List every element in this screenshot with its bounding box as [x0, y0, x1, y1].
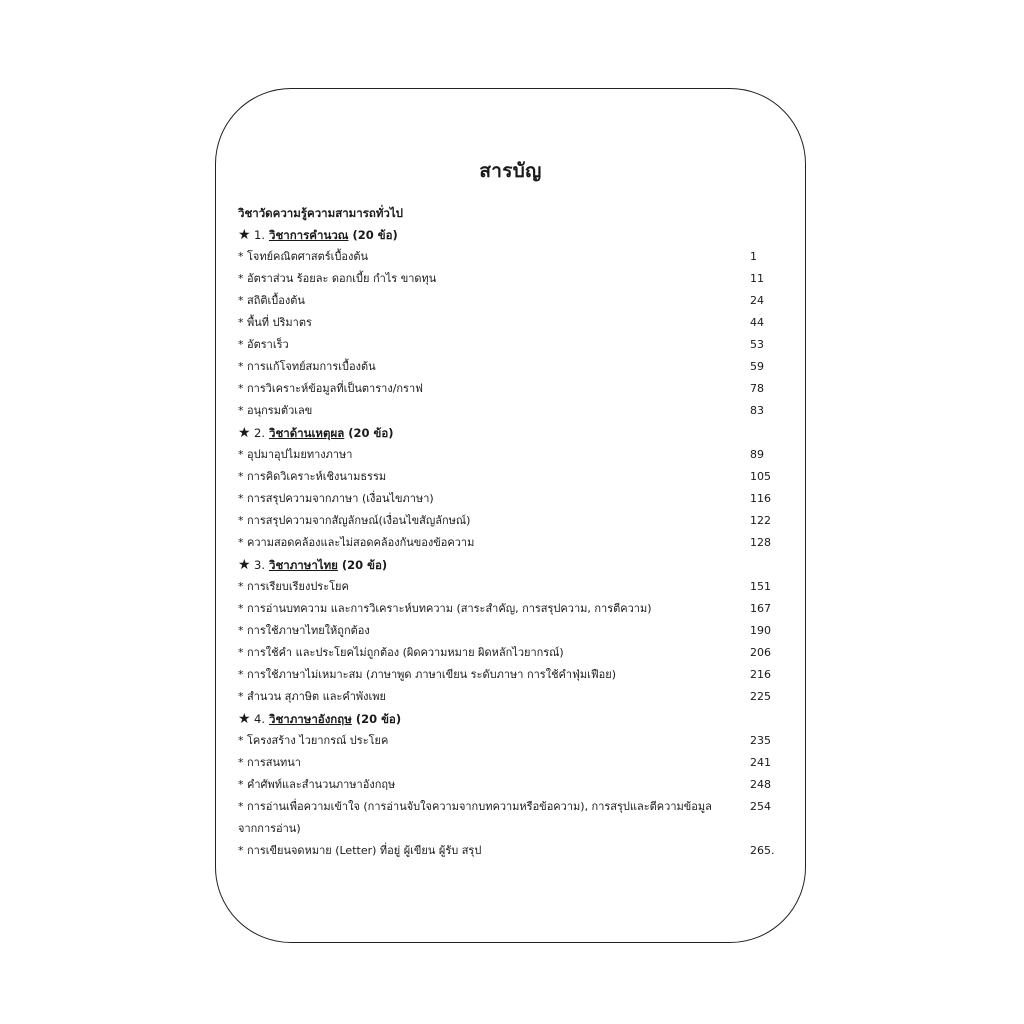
page-title: สารบัญ [479, 160, 542, 182]
topic-label: * ความสอดคล้องและไม่สอดคล้องกันของข้อความ [238, 536, 475, 549]
list-item [238, 466, 783, 488]
list-item [238, 664, 783, 686]
page-number: 24 [750, 294, 764, 307]
page-number: 116 [750, 492, 771, 505]
category-number: 3. [254, 558, 265, 572]
topic-label: * โจทย์คณิตศาสตร์เบื้องต้น [238, 250, 369, 263]
category-number: 1. [254, 228, 265, 242]
topic-label: * การใช้ภาษาไม่เหมาะสม (ภาษาพูด ภาษาเขียน ระดับภาษา การใช้คำฟุ่มเฟือย) [238, 668, 617, 681]
topic-label: * การแก้โจทย์สมการเบื้องต้น [238, 360, 376, 373]
category-name: วิชาด้านเหตุผล [268, 426, 345, 440]
page-number: 83 [750, 404, 764, 417]
topic-label: * การใช้คำ และประโยคไม่ถูกต้อง (ผิดความหมาย ผิดหลักไวยากรณ์) [238, 646, 564, 659]
table-of-contents [238, 202, 783, 862]
page-number: 59 [750, 360, 764, 373]
list-item [238, 598, 783, 620]
topic-label: * การสนทนา [238, 756, 301, 769]
topic-label: * การคิดวิเคราะห์เชิงนามธรรม [238, 470, 387, 483]
page-number: 128 [750, 536, 771, 549]
list-item [238, 290, 783, 312]
page-number: 11 [750, 272, 764, 285]
list-item [238, 752, 783, 774]
topic-label: * คำศัพท์และสำนวนภาษาอังกฤษ [238, 778, 396, 791]
list-item [238, 268, 783, 290]
topic-label: * การอ่านบทความ และการวิเคราะห์บทความ (สาระสำคัญ, การสรุปความ, การตีความ) [238, 602, 652, 615]
star-icon: ★ [238, 425, 251, 441]
category-heading [238, 422, 783, 444]
topic-label: * อัตราส่วน ร้อยละ ดอกเบี้ย กำไร ขาดทุน [238, 272, 437, 285]
page-number: 167 [750, 602, 771, 615]
category-heading [238, 554, 783, 576]
topic-label: * อัตราเร็ว [238, 338, 289, 351]
topic-label: * สถิติเบื้องต้น [238, 294, 305, 307]
topic-label: * การเรียบเรียงประโยค [238, 580, 349, 593]
topic-label: * พื้นที่ ปริมาตร [238, 316, 312, 329]
star-icon: ★ [238, 711, 251, 727]
category-number: 2. [254, 426, 265, 440]
page-number: 248 [750, 778, 771, 791]
list-item [238, 796, 783, 840]
topic-label: * สำนวน สุภาษิต และคำพังเพย [238, 690, 386, 703]
list-item [238, 774, 783, 796]
list-item [238, 246, 783, 268]
list-item [238, 400, 783, 422]
category-count: (20 ข้อ) [352, 228, 398, 242]
list-item [238, 334, 783, 356]
page-number: 216 [750, 668, 771, 681]
page-number: 254 [750, 800, 771, 813]
topic-label: * การวิเคราะห์ข้อมูลที่เป็นตาราง/กราฟ [238, 382, 423, 395]
page-number: 1 [750, 250, 757, 263]
list-item [238, 488, 783, 510]
page-number: 190 [750, 624, 771, 637]
topic-label: * การสรุปความจากสัญลักษณ์(เงื่อนไขสัญลักษณ์) [238, 514, 471, 527]
category-heading [238, 224, 783, 246]
list-item [238, 444, 783, 466]
category-name: วิชาภาษาอังกฤษ [268, 712, 352, 726]
category-heading [238, 708, 783, 730]
list-item [238, 576, 783, 598]
section-heading: วิชาวัดความรู้ความสามารถทั่วไป [238, 206, 403, 220]
topic-label: * อนุกรมตัวเลข [238, 404, 313, 417]
star-icon: ★ [238, 557, 251, 573]
list-item [238, 686, 783, 708]
list-item [238, 378, 783, 400]
page-number: 78 [750, 382, 764, 395]
category-number: 4. [254, 712, 265, 726]
topic-label: * การใช้ภาษาไทยให้ถูกต้อง [238, 624, 370, 637]
list-item [238, 510, 783, 532]
topic-label: * อุปมาอุปไมยทางภาษา [238, 448, 353, 461]
list-item [238, 642, 783, 664]
list-item [238, 356, 783, 378]
topic-label: * โครงสร้าง ไวยากรณ์ ประโยค [238, 734, 389, 747]
list-item [238, 532, 783, 554]
page-number: 105 [750, 470, 771, 483]
page-number: 89 [750, 448, 764, 461]
page-number: 53 [750, 338, 764, 351]
list-item [238, 312, 783, 334]
category-count: (20 ข้อ) [348, 426, 394, 440]
page-number: 235 [750, 734, 771, 747]
category-name: วิชาภาษาไทย [268, 558, 338, 572]
page-number: 151 [750, 580, 771, 593]
page-number: 206 [750, 646, 771, 659]
list-item [238, 840, 783, 862]
page-number: 44 [750, 316, 764, 329]
star-icon: ★ [238, 227, 251, 243]
page-frame [215, 88, 806, 943]
topic-label: * การเขียนจดหมาย (Letter) ที่อยู่ ผู้เขียน ผู้รับ สรุป [238, 844, 482, 857]
category-name: วิชาการคำนวณ [268, 228, 349, 242]
page-number: 225 [750, 690, 771, 703]
list-item [238, 730, 783, 752]
page-number: 265. [750, 844, 775, 857]
page-number: 241 [750, 756, 771, 769]
topic-label: * การอ่านเพื่อความเข้าใจ (การอ่านจับใจความจากบทความหรือข้อความ), การสรุปและตีความข้อมูลจากการอ่าน) [238, 800, 712, 835]
topic-label: * การสรุปความจากภาษา (เงื่อนไขภาษา) [238, 492, 434, 505]
list-item [238, 620, 783, 642]
category-count: (20 ข้อ) [355, 712, 402, 726]
page-number: 122 [750, 514, 771, 527]
category-count: (20 ข้อ) [341, 558, 388, 572]
